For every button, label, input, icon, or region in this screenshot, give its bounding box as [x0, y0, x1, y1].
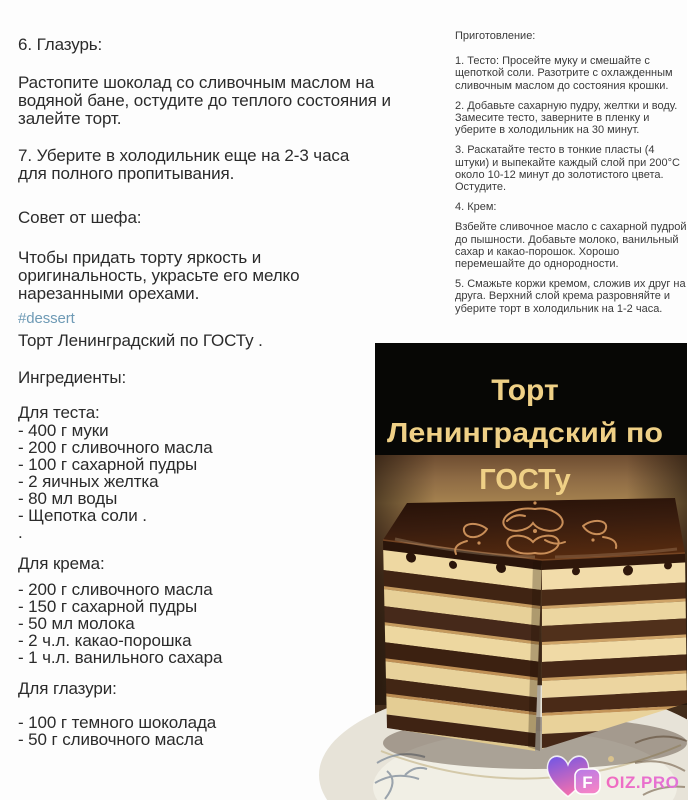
- ingredient-item: - 50 г сливочного масла: [18, 730, 204, 749]
- dough-heading: Для теста:: [18, 403, 100, 422]
- photo-title-line: Ленинградский по: [387, 417, 663, 448]
- ingredient-item: - 1 ч.л. ванильного сахара: [18, 648, 223, 667]
- watermark-text: OIZ.PRO: [606, 773, 680, 792]
- photo-title-line: Торт: [491, 374, 559, 407]
- preparation-step: 3. Раскатайте тесто в тонкие пласты (4 штуки) и выпекайте каждый слой при 200°C около 10-12 минут до золотистого цвета. Остудите.: [455, 144, 680, 194]
- cake-photo: [375, 343, 687, 800]
- step6-body: Растопите шоколад со сливочным маслом на водяной бане, остудите до теплого состояния и залейте торт.: [18, 73, 391, 128]
- watermark-initial: F: [582, 773, 593, 792]
- preparation-column: [455, 30, 688, 323]
- ingredient-item: - 200 г сливочного масла: [18, 580, 213, 599]
- ingredient-item: - 400 г муки: [18, 421, 109, 440]
- ingredient-item: - 100 г темного шоколада: [18, 713, 217, 732]
- preparation-step: Взбейте сливочное масло с сахарной пудрой до пышности. Добавьте молоко, ванильный сахар и какао-порошок. Хорошо перемешайте до однородности.: [455, 221, 687, 271]
- chef-tip-heading: Совет от шефа:: [18, 208, 142, 227]
- step6-heading: 6. Глазурь:: [18, 35, 103, 54]
- ingredient-item: - 2 ч.л. какао-порошка: [18, 631, 192, 650]
- ingredient-item: - 100 г сахарной пудры: [18, 455, 198, 474]
- ingredients-heading: Ингредиенты:: [18, 368, 127, 387]
- hashtag-clip: [18, 310, 392, 329]
- chef-tip-body: Чтобы придать торту яркость и оригинальность, украсьте его мелко нарезанными орехами.: [18, 248, 300, 303]
- cream-ingredient-list: [18, 581, 392, 666]
- ingredient-item: - 80 мл воды: [18, 489, 118, 508]
- cake-photo-image: [375, 343, 687, 800]
- photo-title-line: ГОСТу: [479, 464, 571, 496]
- glaze-heading: Для глазури:: [18, 679, 117, 698]
- recipe-title: Торт Ленинградский по ГОСТу .: [18, 331, 263, 350]
- ingredient-item: - 150 г сахарной пудры: [18, 597, 198, 616]
- recipe-left-column: [18, 36, 392, 767]
- ingredient-item: - Щепотка соли .: [18, 506, 147, 525]
- preparation-step: 5. Смажьте коржи кремом, сложив их друг на друга. Верхний слой крема разровняйте и уберите торт в холодильник на 1-2 часа.: [455, 278, 686, 315]
- preparation-step: 1. Тесто: Просейте муку и смешайте с щепоткой соли. Разотрите с охлажденным сливочным маслом до состояния крошки.: [455, 55, 673, 92]
- hashtag-link[interactable]: #dessert: [18, 310, 75, 327]
- cream-heading: Для крема:: [18, 554, 105, 573]
- preparation-heading: Приготовление:: [455, 30, 536, 42]
- ingredient-item: - 2 яичных желтка: [18, 472, 159, 491]
- step7-body: 7. Уберите в холодильник еще на 2-3 часа для полного пропитывания.: [18, 146, 350, 183]
- preparation-step: 2. Добавьте сахарную пудру, желтки и воду. Замесите тесто, заверните в пленку и уберите в холодильник на 30 минут.: [455, 99, 678, 137]
- dough-ingredient-list: [18, 422, 392, 541]
- preparation-step: 4. Крем:: [455, 201, 497, 214]
- ingredient-item: .: [18, 523, 23, 542]
- ingredient-item: - 200 г сливочного масла: [18, 438, 213, 457]
- ingredient-item: - 50 мл молока: [18, 614, 135, 633]
